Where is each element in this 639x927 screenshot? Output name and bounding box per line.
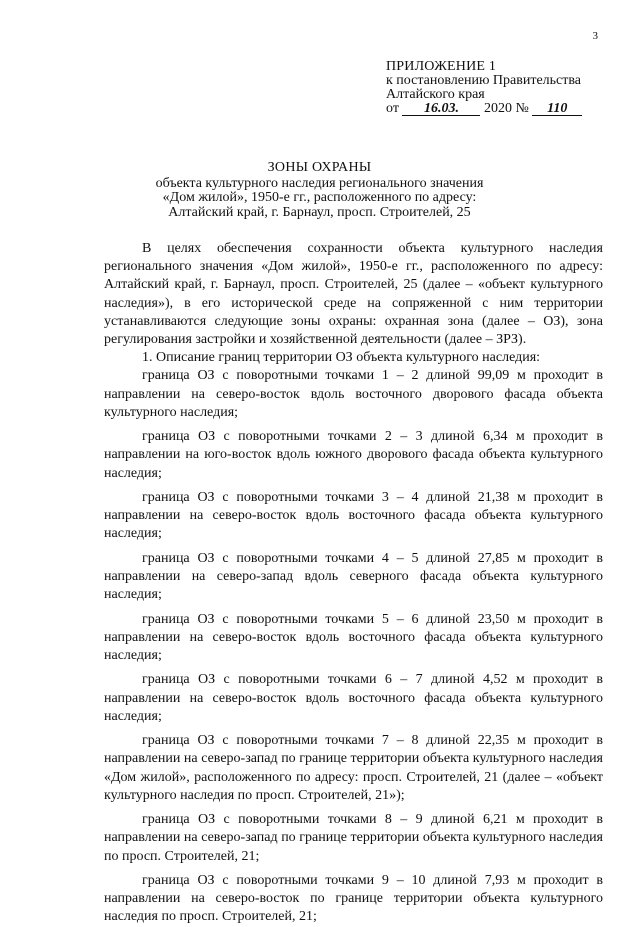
document-body bbox=[104, 240, 603, 927]
appendix-block bbox=[386, 60, 626, 116]
appendix-title: ПРИЛОЖЕНИЕ 1 bbox=[386, 59, 497, 74]
document-heading bbox=[0, 161, 639, 220]
boundary-segment: граница ОЗ с поворотными точками 4 – 5 длиной 27,85 м проходит в направлении на северо-запад вдоль северного фасада объекта культурного наследия; bbox=[104, 550, 603, 603]
appendix-date: 16.03. bbox=[402, 102, 480, 116]
appendix-decree-line: к постановлению Правительства bbox=[386, 73, 582, 88]
appendix-from-label: от bbox=[386, 101, 399, 116]
appendix-date-line bbox=[386, 102, 626, 116]
boundary-segment: граница ОЗ с поворотными точками 7 – 8 длиной 22,35 м проходит в направлении на северо-запад по границе территории объекта культурного наследия «Дом жилой», расположенного по адресу: просп. Строителей, 21 (далее – «объект культурного наследия по просп. Строителей, 21»); bbox=[104, 733, 603, 803]
appendix-number: 110 bbox=[532, 102, 582, 116]
boundary-segment: граница ОЗ с поворотными точками 9 – 10 длиной 7,93 м проходит в направлении на северо-восток по границе территории объекта культурного наследия по просп. Строителей, 21; bbox=[104, 873, 603, 925]
appendix-year: 2020 № bbox=[483, 101, 529, 116]
heading-line-1: объекта культурного наследия регионального значения bbox=[155, 175, 484, 191]
boundary-segment: граница ОЗ с поворотными точками 2 – 3 длиной 6,34 м проходит в направлении на юго-восток вдоль южного дворового фасада объекта культурного наследия; bbox=[104, 429, 603, 481]
heading-line-3: Алтайский край, г. Барнаул, просп. Строителей, 25 bbox=[168, 204, 471, 220]
boundary-segment: граница ОЗ с поворотными точками 1 – 2 длиной 99,09 м проходит в направлении на северо-восток вдоль восточного дворового фасада объекта культурного наследия; bbox=[104, 368, 603, 420]
section-1-heading: 1. Описание границ территории ОЗ объекта культурного наследия: bbox=[142, 350, 541, 366]
intro-paragraph: В целях обеспечения сохранности объекта культурного наследия регионального значения «Дом жилой», 1950-е гг., расположенного по адресу: Алтайский край, г. Барнаул, просп. Строителей, 25 (далее – «объект культурного наследия»), в его исторической среде на сопряженной с ним территории устанавливаются следующие зоны охраны: охранная зона (далее – ОЗ), зона регулирования застройки и хозяйственной деятельности (далее – ЗРЗ). bbox=[104, 241, 603, 348]
boundary-segment: граница ОЗ с поворотными точками 3 – 4 длиной 21,38 м проходит в направлении на северо-восток вдоль восточного фасада объекта культурного наследия; bbox=[104, 490, 603, 542]
boundary-segment: граница ОЗ с поворотными точками 8 – 9 длиной 6,21 м проходит в направлении на северо-запад по границе территории объекта культурного наследия по просп. Строителей, 21; bbox=[104, 812, 603, 864]
page-number: 3 bbox=[592, 30, 598, 42]
heading-line-2: «Дом жилой», 1950-е гг., расположенного по адресу: bbox=[162, 190, 477, 205]
boundary-segment: граница ОЗ с поворотными точками 6 – 7 длиной 4,52 м проходит в направлении на северо-восток вдоль восточного фасада объекта культурного наследия; bbox=[104, 672, 603, 724]
document-title: ЗОНЫ ОХРАНЫ bbox=[267, 160, 372, 175]
boundary-segment: граница ОЗ с поворотными точками 5 – 6 длиной 23,50 м проходит в направлении на северо-восток вдоль восточного фасада объекта культурного наследия; bbox=[104, 611, 603, 664]
appendix-region-line: Алтайского края bbox=[386, 87, 485, 102]
